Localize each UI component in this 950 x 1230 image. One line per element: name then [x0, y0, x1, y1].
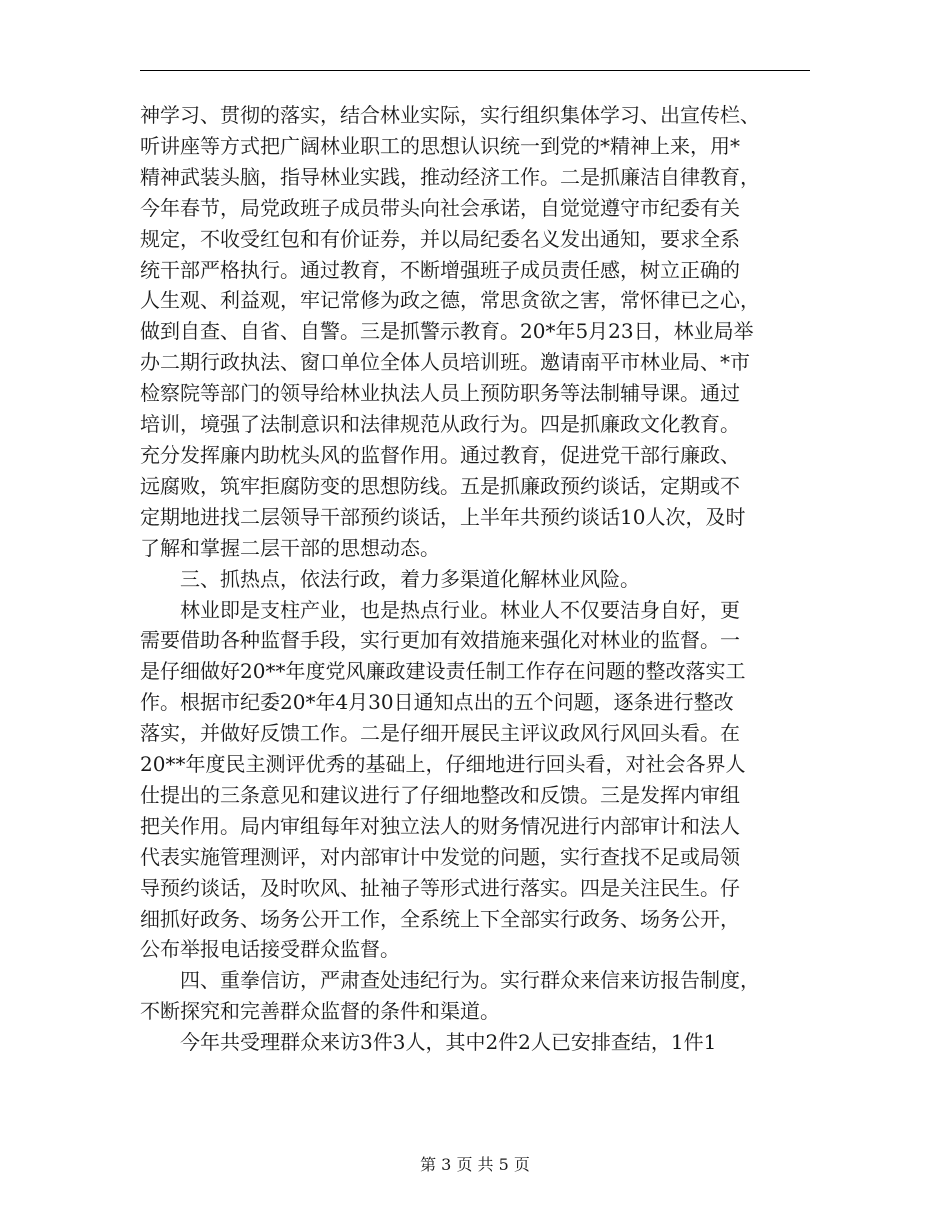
- text-line: 神学习、贯彻的落实，结合林业实际，实行组织集体学习、出宣传栏、: [140, 103, 760, 127]
- text-line: 不断探究和完善群众监督的条件和渠道。: [140, 999, 500, 1024]
- text-line: 导预约谈话，及时吹风、扯袖子等形式进行落实。四是关注民生。仔: [140, 875, 740, 900]
- text-line: 了解和掌握二层干部的思想动态。: [140, 535, 440, 560]
- text-line: 20**年度民主测评优秀的基础上，仔细地进行回头看，对社会各界人: [140, 752, 746, 777]
- text-line: 规定，不收受红包和有价证券，并以局纪委名义发出通知，要求全系: [140, 226, 740, 251]
- text-line: 定期地进找二层领导干部预约谈话，上半年共预约谈话10人次，及时: [140, 504, 746, 529]
- text-line: 作。根据市纪委20*年4月30日通知点出的五个问题，逐条进行整改: [140, 690, 734, 715]
- text-line: 细抓好政务、场务公开工作，全系统上下全部实行政务、场务公开，: [140, 906, 740, 931]
- text-line: 公布举报电话接受群众监督。: [140, 937, 400, 962]
- text-line: 人生观、利益观，牢记常修为政之德，常思贪欲之害，常怀律已之心，: [140, 288, 760, 313]
- text-line: 充分发挥廉内助枕头风的监督作用。通过教育，促进党干部行廉政、: [140, 442, 740, 467]
- text-line: 统干部严格执行。通过教育，不断增强班子成员责任感，树立正确的: [140, 257, 740, 282]
- text-line: 需要借助各种监督手段，实行更加有效措施来强化对林业的监督。一: [140, 628, 740, 653]
- text-line: 代表实施管理测评，对内部审计中发觉的问题，实行查找不足或局领: [140, 844, 740, 869]
- page-footer: [0, 1155, 950, 1175]
- text-line: 精神武装头脑，指导林业实践，推动经济工作。二是抓廉洁自律教育，: [140, 164, 760, 189]
- text-line: 做到自查、自省、自警。三是抓警示教育。20*年5月23日，林业局举: [140, 319, 754, 344]
- text-line: 落实，并做好反馈工作。二是仔细开展民主评议政风行风回头看。在: [140, 721, 740, 746]
- text-line: 听讲座等方式把广阔林业职工的思想认识统一到党的*精神上来，用*: [140, 133, 740, 158]
- section-heading-4: 四、重拳信访，严肃查处违纪行为。实行群众来信来访报告制度，: [140, 968, 760, 993]
- page-number-label: 第 3 页 共 5 页: [420, 1155, 530, 1174]
- text-line: 办二期行政执法、窗口单位全体人员培训班。邀请南平市林业局、*市: [140, 350, 750, 375]
- text-line: 是仔细做好20**年度党风廉政建设责任制工作存在问题的整改落实工: [140, 659, 746, 684]
- section-heading-3: 三、抓热点，依法行政，着力多渠道化解林业风险。: [140, 566, 640, 591]
- text-line: 林业即是支柱产业，也是热点行业。林业人不仅要洁身自好，更: [140, 597, 740, 622]
- text-line: 检察院等部门的领导给林业执法人员上预防职务等法制辅导课。通过: [140, 381, 740, 406]
- header-rule: [140, 70, 810, 71]
- text-line: 今年共受理群众来访3件3人，其中2件2人已安排查结，1件1: [140, 1030, 717, 1055]
- text-line: 今年春节，局党政班子成员带头向社会承诺，自觉觉遵守市纪委有关: [140, 195, 740, 220]
- body-text: [140, 100, 820, 1058]
- text-line: 仕提出的三条意见和建议进行了仔细地整改和反馈。三是发挥内审组: [140, 782, 740, 807]
- text-line: 远腐败，筑牢拒腐防变的思想防线。五是抓廉政预约谈话，定期或不: [140, 473, 740, 498]
- text-line: 把关作用。局内审组每年对独立法人的财务情况进行内部审计和法人: [140, 813, 740, 838]
- text-line: 培训，境强了法制意识和法律规范从政行为。四是抓廉政文化教育。: [140, 412, 740, 437]
